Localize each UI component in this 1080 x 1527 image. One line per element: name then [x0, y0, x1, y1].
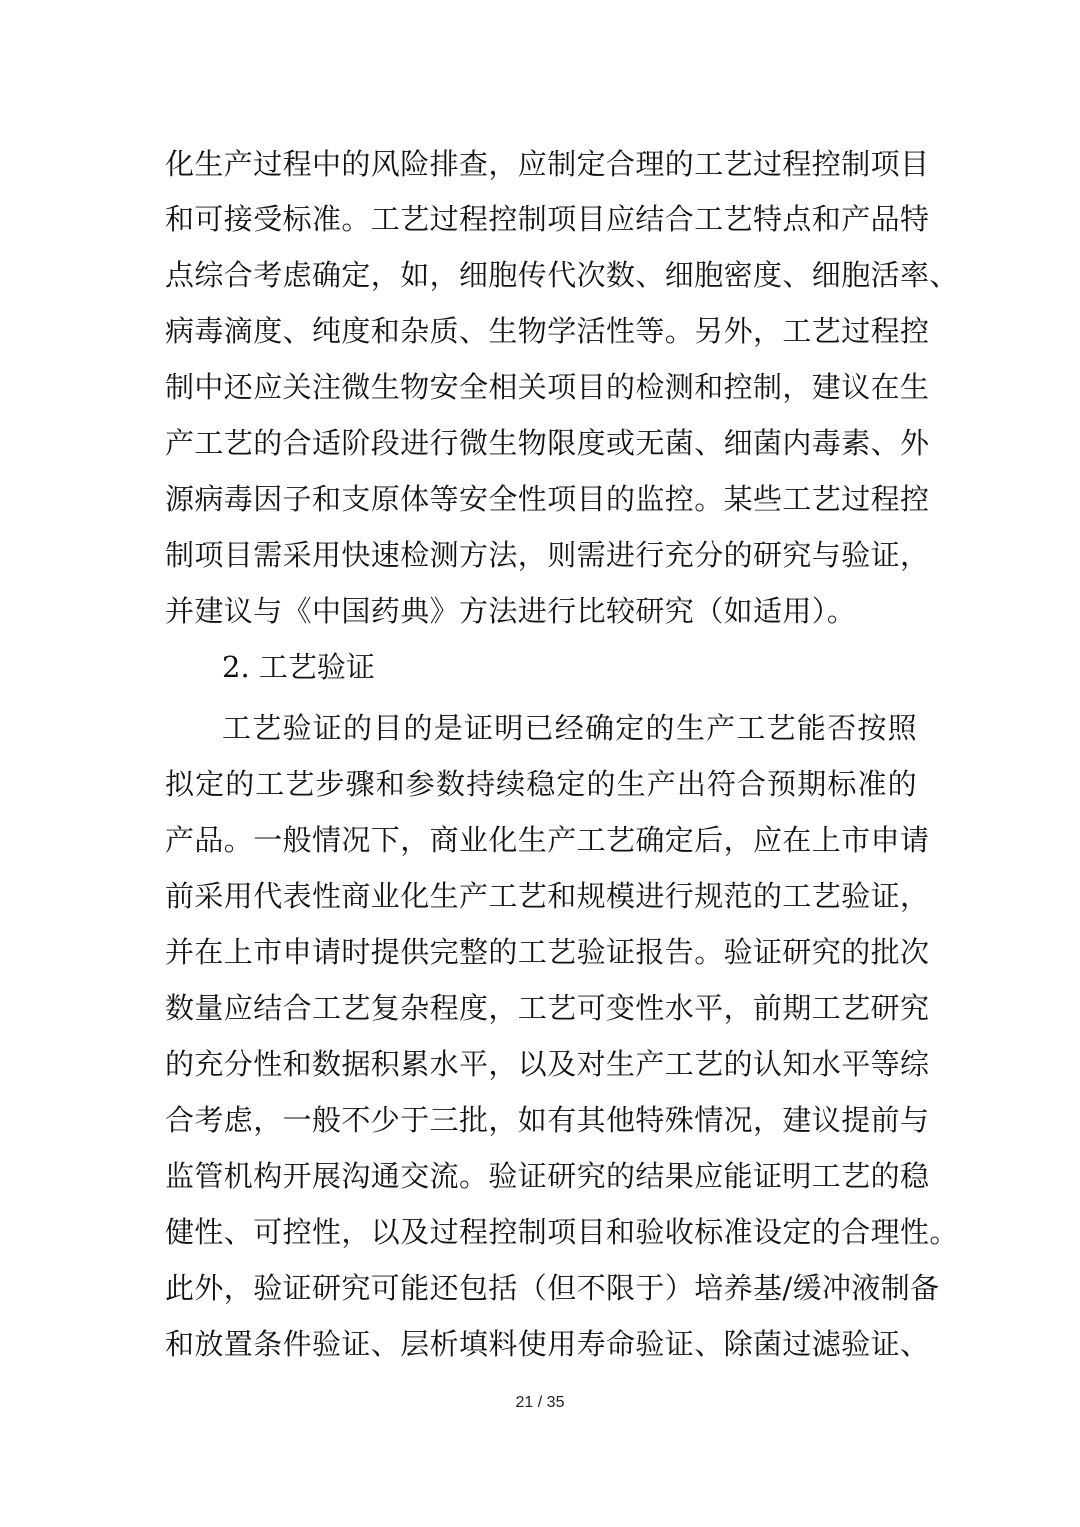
paragraph-line: 的充分性和数据积累水平，以及对生产工艺的认知水平等综 — [165, 1047, 930, 1081]
paragraph-line: 制项目需采用快速检测方法，则需进行充分的研究与验证， — [165, 538, 930, 572]
section-heading: 2. 工艺验证 — [222, 650, 375, 684]
paragraph-line: 和放置条件验证、层析填料使用寿命验证、除菌过滤验证、 — [165, 1327, 930, 1361]
paragraph-line: 并建议与《中国药典》方法进行比较研究（如适用）。 — [165, 594, 857, 628]
paragraph-line: 点综合考虑确定，如，细胞传代次数、细胞密度、细胞活率、 — [165, 258, 959, 292]
paragraph-line: 前采用代表性商业化生产工艺和规模进行规范的工艺验证， — [165, 879, 930, 913]
paragraph-line: 数量应结合工艺复杂程度，工艺可变性水平，前期工艺研究 — [165, 991, 930, 1025]
paragraph-line: 化生产过程中的风险排查，应制定合理的工艺过程控制项目 — [165, 147, 930, 181]
paragraph-line: 工艺验证的目的是证明已经确定的生产工艺能否按照 — [222, 711, 917, 745]
paragraph-line: 产工艺的合适阶段进行微生物限度或无菌、细菌内毒素、外 — [165, 426, 930, 460]
paragraph-line: 产品。一般情况下，商业化生产工艺确定后，应在上市申请 — [165, 823, 930, 857]
paragraph-line: 拟定的工艺步骤和参数持续稳定的生产出符合预期标准的 — [165, 767, 917, 801]
paragraph-line: 源病毒因子和支原体等安全性项目的监控。某些工艺过程控 — [165, 482, 930, 516]
paragraph-line: 此外，验证研究可能还包括（但不限于）培养基/缓冲液制备 — [165, 1271, 940, 1305]
paragraph-line: 并在上市申请时提供完整的工艺验证报告。验证研究的批次 — [165, 935, 930, 969]
paragraph-line: 制中还应关注微生物安全相关项目的检测和控制，建议在生 — [165, 370, 930, 404]
paragraph-line: 和可接受标准。工艺过程控制项目应结合工艺特点和产品特 — [165, 202, 930, 236]
page-number: 21 / 35 — [515, 1394, 565, 1411]
paragraph-line: 病毒滴度、纯度和杂质、生物学活性等。另外，工艺过程控 — [165, 314, 930, 348]
paragraph-line: 合考虑，一般不少于三批，如有其他特殊情况，建议提前与 — [165, 1103, 930, 1137]
paragraph-line: 监管机构开展沟通交流。验证研究的结果应能证明工艺的稳 — [165, 1159, 930, 1193]
paragraph-line: 健性、可控性，以及过程控制项目和验收标准设定的合理性。 — [165, 1215, 959, 1249]
